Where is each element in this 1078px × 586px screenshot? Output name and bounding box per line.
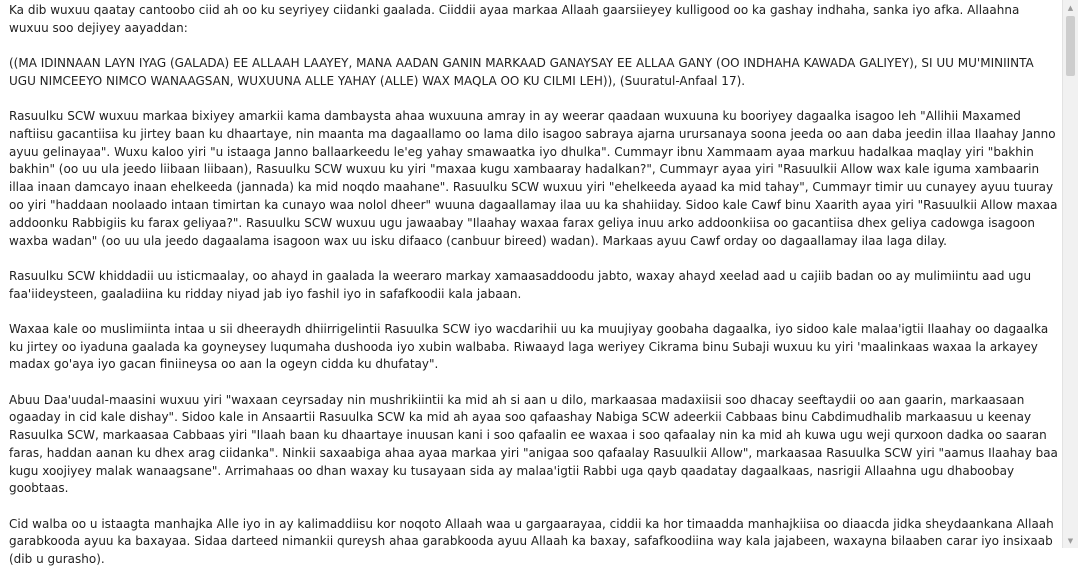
scroll-thumb[interactable] bbox=[1066, 16, 1075, 76]
article-paragraph-6: Abuu Daa'uudal-maasini wuxuu yiri "waxaan ceyrsaday nin mushrikiintii ka mid ah si aan u dilo, markaasaa madaxiisii soo dhacay seeftaydii oo aan gaarin, markaasaan ogaaday in cid kale dishay". Sidoo kale in Ansaartii Rasuulka SCW ka mid ah ayaa soo qafaashay Nabiga SCW adeerkii Cabbaas binu Cabdimudhalib markaasuu u keenay Rasuulka SCW, markaasaa Cabbaas yiri "Ilaah baan ku dhaartaye inuusan kani i soo qafaalin ee waxaa i soo qafaalay nin ka mid ah kuwa ugu weji qurxoon dadka oo saaran faras, haddan aanan ku dhex arag ciidanka". Ninkii saxaabiga ahaa ayaa markaa yiri "anigaa soo qafaalay Rasuulkii Allow", markaasaa Rasuulka SCW yiri "aamus Ilaahay baa kugu xoojiyey malak wanaagsane". Arrimahaas oo dhan waxay ku tusayaan sida ay malaa'igtii Rabbi uga qayb qaadatay dagaalkaas, nasrigii Allaahna ugu dhaboobay goobtaas. bbox=[9, 392, 1058, 496]
vertical-scrollbar[interactable] bbox=[1062, 0, 1078, 548]
article-body bbox=[9, 2, 1059, 586]
article-paragraph-3: Rasuulku SCW wuxuu markaa bixiyey amarkii kama dambaysta ahaa wuxuuna amray in ay weerar qaadaan wuxuuna ku booriyey dagaalka isagoo leh "Allihii Maxamed naftiisu gacantiisa ku jirtey baan ku dhaartaye, nin maanta ma dagaallamo oo lama dilo isagoo sabraya ajarna urursanaya soona jeeda oo aan daba jeedin illaa Ilaahay Janno ayuu gelinayaa". Wuxu kaloo yiri "u istaaga Janno ballaarkeedu le'eg yahay smawaatka iyo dhulka". Cummayr ibnu Xammaam ayaa markuu hadalkaa maqlay yiri "bakhin bakhin" (oo uu ula jeedo liibaan liibaan), Rasuulku SCW wuxuu ku yiri "maxaa kugu xambaaray hadalkan?", Cummayr ayaa yiri "Rasuulkii Allow wax kale iguma xambaarin illaa inaan damcayo inaan ehelkeeda (jannada) ka mid noqdo maahane". Rasuulku SCW wuxuu yiri "ehelkeeda ayaad ka mid tahay", Cummayr timir uu cunayey ayuu tuuray oo yiri "haddaan noolaado intaan timirtan ka cunayo waa nolol dheer" wuuna dagaallamay ilaa uu ka shahiiday. Sidoo kale Cawf binu Xaarith ayaa yiri "Rasuulkii Allow maxaa addoonku Rabbigiis ku farax geliyaa?". Rasuulku SCW wuxuu ugu jawaabay "Ilaahay waxaa farax geliya inuu arko addoonkiisa oo gacantiisa dhex geliya cadowga isagoon waxba wadan" (oo uu ula jeedo dagaalama isagoon wax uu isku difaaco (canbuur bireed) wadan). Markaas ayuu Cawf orday oo dagaallamay ilaa laga dilay. bbox=[9, 108, 1058, 248]
article-paragraph-2-quran-verse: ((MA IDINNAAN LAYN IYAG (GALADA) EE ALLAAH LAAYEY, MANA AADAN GANIN MARKAAD GANAYSAY EE ALLAA GANY (OO INDHAHA KAWADA GALIYEY), SI UU MU'MINIINTA UGU NIMCEEYO NIMCO WANAAGSAN, WUXUUNA ALLE YAHAY (ALLE) WAX MAQLA OO KU CILMI LEH)), (Suuratul-Anfaal 17). bbox=[9, 55, 1034, 88]
article-paragraph-1: Ka dib wuxuu qaatay cantoobo ciid ah oo ku seyriyey ciidanki gaalada. Ciiddii ayaa markaa Allaah gaarsiieyey kulligood oo ka gashay indhaha, sanka iyo afka. Allaahna wuxuu soo dejiyey aayaddan: bbox=[9, 3, 1020, 35]
article-paragraph-5: Waxaa kale oo muslimiinta intaa u sii dheeraydh dhiirrigelintii Rasuulka SCW iyo wacdarihii uu ka muujiyay goobaha dagaalka, iyo sidoo kale malaa'igtii Ilaahay oo dagaalka ku jirtey oo iyaduna gaalada ka goyneysey luqumaha dushooda iyo xubin walbaba. Riwaayd laga weriyey Cikrama binu Subaji wuxuu ku yiri 'maalinkaas waxaa la arkayey madax go'aya iyo gacan finiineysa oo aan la ogeyn cidda ku dhufatay". bbox=[9, 321, 1049, 372]
article-paragraph-4: Rasuulku SCW khiddadii uu isticmaalay, oo ahayd in gaalada la weeraro markay xamaasaddoodu jabto, waxay ahayd xeelad aad u cajiib badan oo ay mulimiintu aad ugu faa'iideysteen, gaaladiina ku ridday niyad jab iyo fashil iyo in safafkoodii kala jabaan. bbox=[9, 268, 1032, 301]
scroll-up-arrow-icon[interactable]: ▲ bbox=[1067, 3, 1074, 12]
article-paragraph-7: Cid walba oo u istaagta manhajka Alle iyo in ay kalimaddiisu kor noqoto Allaah waa u gargaarayaa, ciddii ka hor timaadda manhajkiisa oo diaacda jidka sheydaankana Allaah garabkooda ayuu ka baxayaa. Sidaa darteed nimankii qureysh ahaa garabkooda ayuu Allaah ka baxay, safafkoodiina way kala jajabeen, waxayna bilaaben carar iyo insixaab (dib u gurasho). bbox=[9, 516, 1054, 567]
scroll-down-arrow-icon[interactable]: ▼ bbox=[1067, 536, 1074, 545]
